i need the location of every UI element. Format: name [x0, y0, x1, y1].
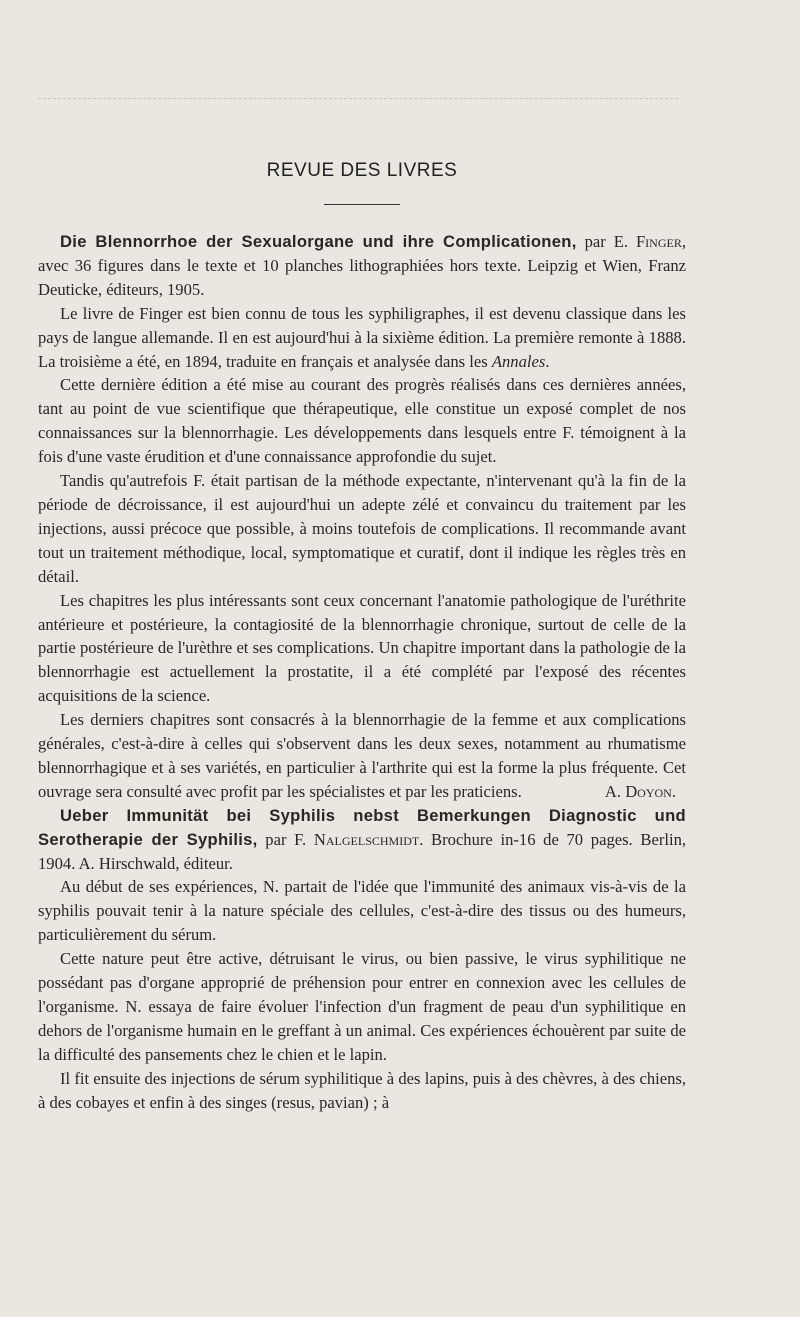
book-title-1: Die Blennorrhoe der Sexualorgane und ihre Complicationen,	[60, 232, 577, 251]
publication-1: avec 36 figures dans le texte et 10 planches lithographiées hors texte. Leipzig et Wien, Franz Deuticke, éditeurs, 1905.	[38, 255, 686, 299]
review-1-paragraph-3: Tandis qu'autrefois F. était partisan de la méthode expectante, n'intervenant qu'à la fin de la période de décroissance, il est aujourd'hui un adepte zélé et convaincu du traitement par les injections, aussi précoce que possible, à moins toutefois de complications. Il recommande avant tout un traitement méthodique, local, symptomatique et curatif, dont il indique les règles très en détail.	[38, 471, 686, 586]
book-title-2: Ueber Immunität bei Syphilis nebst Bemerkungen Diagnostic und Serotherapie der Syphilis,	[38, 805, 686, 849]
review-2-heading	[38, 804, 686, 876]
annales-ref: Annales	[491, 351, 546, 371]
review-2-paragraph-1: Au début de ses expériences, N. partait de l'idée que l'immunité des animaux vis-à-vis de la syphilis pouvait tenir à la nature spéciale des cellules, c'est-à-dire des tissus ou des humeurs, particulièrement du sérum.	[38, 877, 686, 945]
author-2: Nalgelschmidt.	[313, 829, 424, 849]
review-1-paragraph-1: Le livre de Finger est bien connu de tous les syphiligraphes, il est devenu classique dans les pays de langue allemande. Il en est aujourd'hui à la sixième édition. La première remonte à 1888. La troisième a été, en 1894, traduite en français et analysée dans les Annales.	[38, 303, 686, 371]
publication-2: Brochure in-16 de 70 pages. Berlin, 1904. A. Hirschwald, éditeur.	[38, 829, 687, 873]
review-2-paragraph-2: Cette nature peut être active, détruisant le virus, ou bien passive, le virus syphilitique ne possédant pas d'organe approprié de préhension pour entrer en connexion avec les cellules de l'organisme. N. essaya de faire évoluer l'infection d'un fragment de peau d'un syphilitique en dehors de l'organisme humain en le greffant à un animal. Ces expériences échouèrent par suite de la difficulté des pansements chez le chien et le lapin.	[38, 949, 686, 1064]
by-2: par F.	[265, 829, 307, 849]
review-1-paragraph-2: Cette dernière édition a été mise au courant des progrès réalisés dans ces dernières années, tant au point de vue scientifique que thérapeutique, elle constitue un exposé complet de nos connaissances sur la blennorrhagie. Les développements dans lesquels entre F. témoignent à la fois d'une vaste érudition et d'une connaissance approfondie du sujet.	[38, 375, 686, 467]
by-1: par E.	[584, 232, 628, 251]
page-title: REVUE DES LIVRES	[266, 160, 458, 181]
signature: A. Doyon.	[604, 781, 676, 801]
review-1-heading	[38, 230, 686, 302]
article-body	[38, 230, 686, 1115]
header-faint-line	[38, 98, 678, 99]
review-1-paragraph-4: Les chapitres les plus intéressants sont ceux concernant l'anatomie pathologique de l'uréthrite antérieure et postérieure, la contagiosité de la blennorrhagie chronique, surtout de celle de la partie postérieure de l'urèthre et ses complications. Un chapitre important dans la pathologie de la blennorrhagie est actuellement la prostatite, il a été complété par l'exposé des récentes acquisitions de la science.	[38, 590, 686, 706]
author-1: Finger,	[635, 232, 686, 251]
review-1-paragraph-5: Les derniers chapitres sont consacrés à la blennorrhagie de la femme et aux complications générales, c'est-à-dire à celles qui s'observent dans les deux sexes, notamment au rhumatisme blennorrhagique et à ses variétés, en particulier à l'arthrite qui est la forme la plus fréquente. Cet ouvrage sera consulté avec profit par les spécialistes et par les praticiens. A. Doyon.	[38, 708, 686, 804]
title-rule	[324, 204, 400, 205]
review-2-paragraph-3: Il fit ensuite des injections de sérum syphilitique à des lapins, puis à des chèvres, à des chiens, à des cobayes et enfin à des singes (resus, pavian) ; à	[38, 1068, 686, 1112]
